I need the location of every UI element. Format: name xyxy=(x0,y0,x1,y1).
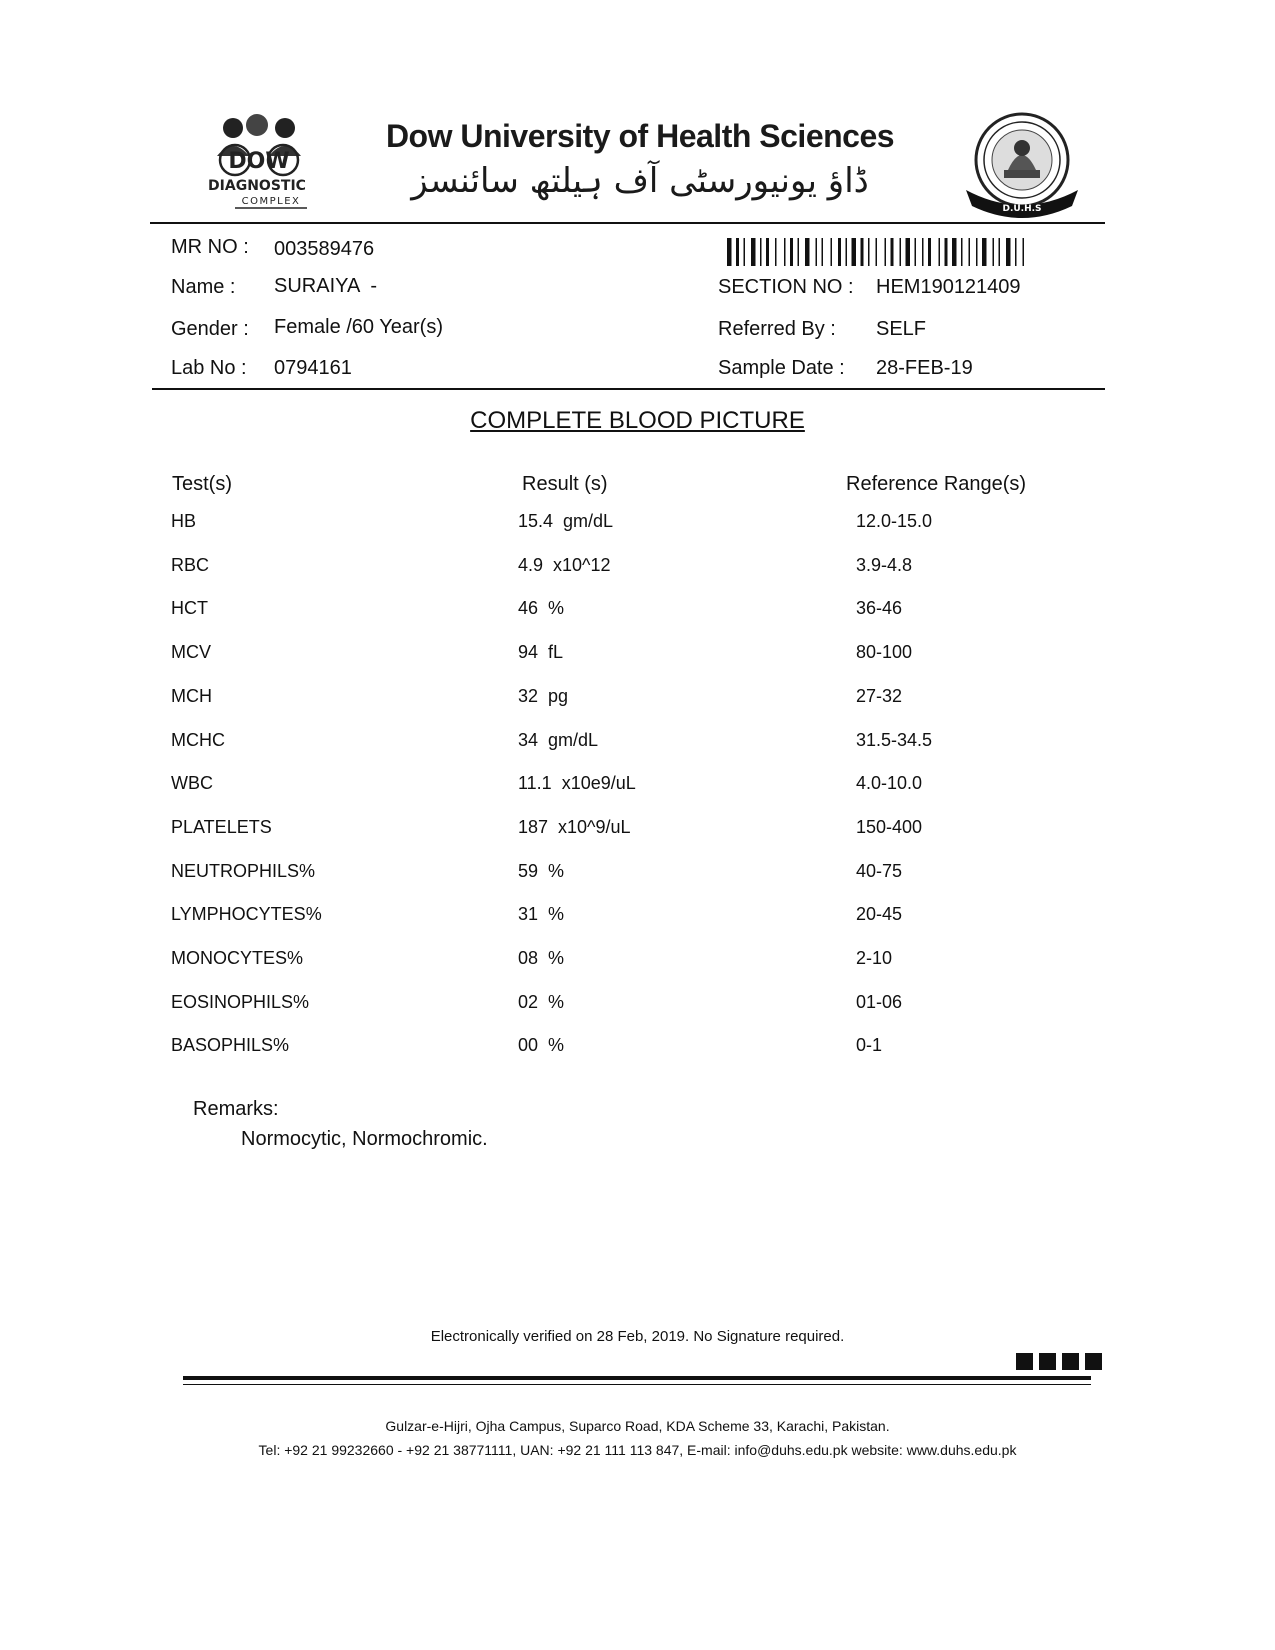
test-name: BASOPHILS% xyxy=(171,1035,290,1056)
test-result: 32 pg xyxy=(518,685,569,706)
lab-no-value: 0794161 xyxy=(274,357,352,379)
test-name: MONOCYTES% xyxy=(171,948,304,968)
barcode-bar xyxy=(775,238,777,266)
section-no-label: SECTION NO : xyxy=(718,276,854,298)
reference-range: 4.0-10.0 xyxy=(856,773,923,794)
barcode-bar xyxy=(798,238,800,266)
reference-range: 01-06 xyxy=(856,991,903,1012)
barcode-bar xyxy=(852,238,857,266)
barcode-bar xyxy=(727,238,732,266)
lab-no-label: Lab No : xyxy=(171,357,247,379)
test-name: MCHC xyxy=(171,729,225,750)
footer-contact: Tel: +92 21 99232660 - +92 21 38771111, UAN: +92 21 111 113 847, E-mail: info@duhs.edu.pk website: www.duhs.edu.pk xyxy=(258,1442,1017,1458)
column-header-test: Test(s) xyxy=(172,473,232,495)
barcode-bar xyxy=(906,238,911,266)
header-divider xyxy=(150,222,1105,224)
test-name: PLATELETS xyxy=(171,816,272,837)
barcode-bar xyxy=(766,238,769,266)
barcode-bar xyxy=(736,238,739,266)
barcode-bar xyxy=(805,238,810,266)
remarks-label: Remarks: xyxy=(193,1098,279,1120)
table-row xyxy=(0,817,1275,847)
reference-range: 20-45 xyxy=(856,904,903,925)
barcode-bar xyxy=(744,238,746,266)
barcode-bar xyxy=(976,238,978,266)
university-title: Dow University of Health Sciences xyxy=(385,118,895,154)
test-result: 00 % xyxy=(518,1035,565,1056)
verification-note: Electronically verified on 28 Feb, 2019. No Signature required. xyxy=(430,1328,845,1345)
test-name: MCH xyxy=(171,685,212,706)
barcode-bar xyxy=(969,238,971,266)
barcode-bar xyxy=(831,238,833,266)
barcode-bar xyxy=(1015,238,1017,266)
footer-divider-thin xyxy=(183,1384,1091,1385)
test-name: HCT xyxy=(171,598,208,619)
test-result: 94 fL xyxy=(518,642,564,663)
table-row xyxy=(0,642,1275,672)
referred-by-value: SELF xyxy=(876,318,927,340)
reference-range: 80-100 xyxy=(856,642,913,663)
reference-range: 36-46 xyxy=(856,598,903,619)
reference-range: 2-10 xyxy=(856,948,893,968)
barcode-bar xyxy=(846,238,848,266)
barcode-bar xyxy=(945,238,948,266)
test-result: 4.9 x10^12 xyxy=(518,554,611,575)
barcode-bar xyxy=(838,238,841,266)
test-result: 34 gm/dL xyxy=(518,729,599,750)
name-value: SURAIYA - xyxy=(274,275,377,297)
test-name: HB xyxy=(171,511,197,531)
test-result: 15.4 gm/dL xyxy=(518,511,614,531)
report-title: COMPLETE BLOOD PICTURE xyxy=(470,407,805,434)
gender-value: Female /60 Year(s) xyxy=(274,316,443,338)
logo-line2: COMPLEX xyxy=(241,196,301,207)
name-label: Name : xyxy=(171,276,236,298)
reference-range: 12.0-15.0 xyxy=(856,511,933,531)
reference-range: 3.9-4.8 xyxy=(856,554,913,575)
test-result: 08 % xyxy=(518,948,565,968)
mr-no-label: MR NO : xyxy=(171,236,249,258)
decorative-squares xyxy=(1016,1353,1106,1371)
referred-by-label: Referred By : xyxy=(718,318,836,340)
dow-diagnostic-logo xyxy=(195,112,325,212)
test-name: EOSINOPHILS% xyxy=(171,991,310,1012)
square-mark xyxy=(1085,1353,1102,1370)
logo-line1: DIAGNOSTIC xyxy=(208,178,306,194)
table-row xyxy=(0,598,1275,628)
barcode-bar xyxy=(751,238,756,266)
barcode-bar xyxy=(952,238,957,266)
barcode-bar xyxy=(861,238,864,266)
test-name: MCV xyxy=(171,642,211,663)
square-mark xyxy=(1039,1353,1056,1370)
sample-date-label: Sample Date : xyxy=(718,357,845,379)
barcode-bar xyxy=(876,238,878,266)
table-row xyxy=(0,730,1275,760)
column-header-result: Result (s) xyxy=(522,473,608,495)
table-row xyxy=(0,1035,1275,1065)
barcode-bar xyxy=(999,238,1001,266)
test-result: 11.1 x10e9/uL xyxy=(518,773,636,794)
column-header-reference: Reference Range(s) xyxy=(846,473,1027,495)
test-result: 02 % xyxy=(518,991,565,1012)
barcode-bar xyxy=(982,238,987,266)
barcode-bar xyxy=(993,238,995,266)
barcode-bar xyxy=(868,238,870,266)
sample-date-value: 28-FEB-19 xyxy=(876,357,973,379)
test-name: RBC xyxy=(171,554,210,575)
gender-label: Gender : xyxy=(171,318,249,340)
reference-range: 150-400 xyxy=(856,816,923,837)
footer-address: Gulzar-e-Hijri, Ojha Campus, Suparco Road, KDA Scheme 33, Karachi, Pakistan. xyxy=(385,1418,890,1434)
table-row xyxy=(0,861,1275,891)
barcode-bar xyxy=(939,238,941,266)
test-name: LYMPHOCYTES% xyxy=(171,904,322,925)
section-no-value: HEM190121409 xyxy=(876,276,1021,298)
seal-text: D.U.H.S xyxy=(1002,204,1042,214)
test-name: WBC xyxy=(171,773,213,794)
reference-range: 0-1 xyxy=(856,1035,883,1056)
mr-no-value: 003589476 xyxy=(274,238,375,260)
table-row xyxy=(0,948,1275,978)
test-result: 59 % xyxy=(518,860,565,881)
barcode-bar xyxy=(784,238,786,266)
barcode-bar xyxy=(915,238,917,266)
barcode-bar xyxy=(885,238,887,266)
table-row xyxy=(0,904,1275,934)
table-row xyxy=(0,686,1275,716)
barcode-bar xyxy=(816,238,818,266)
logo-word: DOW xyxy=(228,149,290,174)
barcode-bar xyxy=(928,238,931,266)
barcode-bar xyxy=(900,238,902,266)
barcode-bar xyxy=(760,238,762,266)
barcode-bar xyxy=(1023,238,1025,266)
reference-range: 40-75 xyxy=(856,860,903,881)
table-row xyxy=(0,555,1275,585)
barcode-bar xyxy=(790,238,793,266)
university-title-urdu: ڈاؤ یونیورسٹی آف ہیلتھ سائنسز xyxy=(411,161,869,201)
table-row xyxy=(0,511,1275,541)
barcode-bar xyxy=(822,238,824,266)
footer-divider-thick xyxy=(183,1376,1091,1380)
test-result: 31 % xyxy=(518,904,565,925)
barcode-bar xyxy=(891,238,894,266)
barcode-bar xyxy=(1006,238,1011,266)
square-mark xyxy=(1062,1353,1079,1370)
test-result: 187 x10^9/uL xyxy=(518,816,631,837)
reference-range: 27-32 xyxy=(856,685,903,706)
table-row xyxy=(0,992,1275,1022)
university-seal-icon xyxy=(960,110,1090,220)
reference-range: 31.5-34.5 xyxy=(856,729,933,750)
remarks-value: Normocytic, Normochromic. xyxy=(241,1128,488,1150)
square-mark xyxy=(1016,1353,1033,1370)
barcode-bar xyxy=(961,238,963,266)
barcode-bar xyxy=(922,238,924,266)
table-row xyxy=(0,773,1275,803)
barcode xyxy=(727,238,1057,266)
test-result: 46 % xyxy=(518,598,565,619)
info-divider xyxy=(152,388,1105,390)
test-name: NEUTROPHILS% xyxy=(171,860,316,881)
